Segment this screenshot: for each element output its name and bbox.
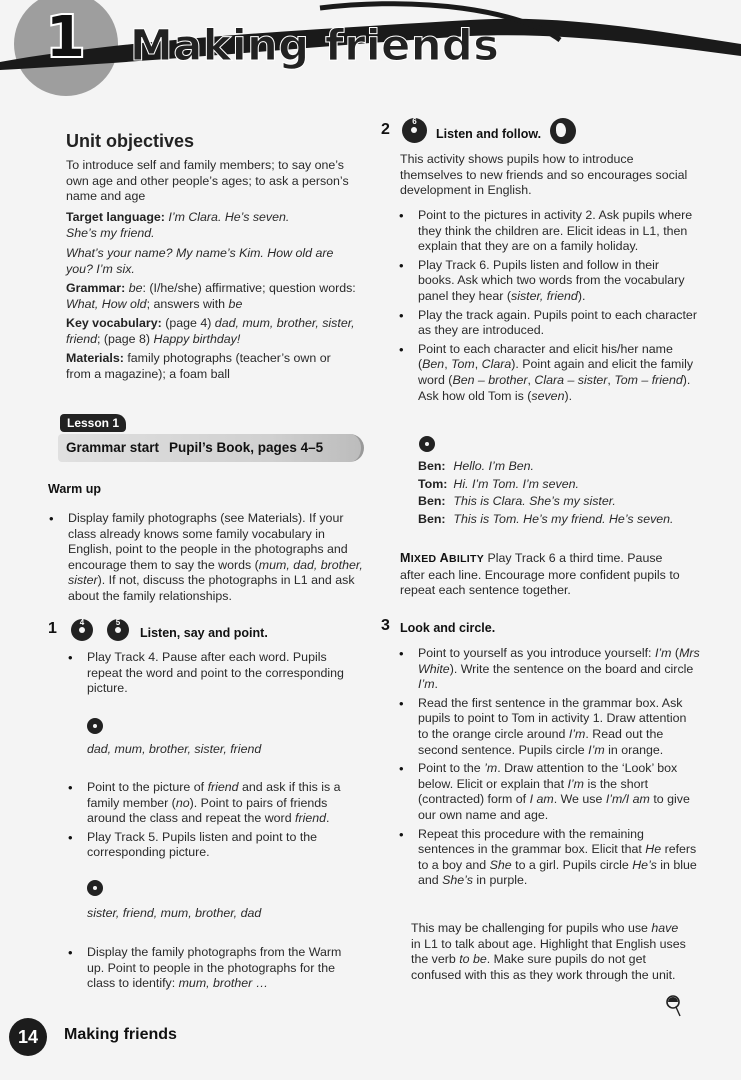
dialogue: [418, 459, 680, 529]
unit-number: 1: [46, 5, 85, 70]
audio-script-1: dad, mum, brother, sister, friend: [87, 742, 262, 756]
target-language-cont: What’s your name? My name’s Kim. How old are you? I’m six.: [66, 246, 334, 276]
list-item: • Play the track again. Pupils point to each character as they are introduced.: [418, 308, 698, 339]
list-item: • Point to each character and elicit his/her name (Ben, Tom, Clara). Point again and elicit the family word (Ben – brother, Clara – sister, Tom – friend). Ask how old Tom is (seven).: [418, 342, 698, 404]
activity-2-title: Listen and follow.: [436, 127, 542, 141]
list-item: • Display the family photographs from the Warm up. Point to people in the photographs for the class to identify: mum, brother …: [87, 945, 359, 992]
audio-track-5-icon: 5: [107, 619, 129, 641]
activity-1-list: [87, 650, 359, 700]
activity-2-list: [418, 208, 698, 407]
audio-script-2: sister, friend, mum, brother, dad: [87, 906, 262, 920]
lesson-bar-pages: Pupil’s Book, pages 4–5: [169, 440, 324, 455]
mixed-ability-note: MIXED ABILITY Play Track 6 a third time. Pause after each line. Encourage more confident pupils to repeat each sentence together.: [400, 551, 680, 598]
activity-1-title: Listen, say and point.: [140, 626, 268, 640]
dialogue-row: Ben: This is Tom. He’s my friend. He’s seven.: [418, 511, 674, 526]
objectives-heading: Unit objectives: [66, 131, 195, 151]
audio-track-6-icon: 6: [402, 118, 427, 143]
dialogue-row: Tom: Hi. I’m Tom. I’m seven.: [418, 476, 579, 491]
list-item: • Read the first sentence in the grammar box. Ask pupils to point to Tom in activity 1. Draw attention to the orange circle around I’m. Read out the second sentence. Pupils circle I’m in orange.: [418, 696, 700, 758]
activity-1-number: 1: [48, 620, 57, 637]
dialogue-row: Ben: Hello. I’m Ben.: [418, 459, 534, 473]
teacher-tip-icon: [665, 994, 685, 1018]
dialogue-row: Ben: This is Clara. She’s my sister.: [418, 494, 616, 509]
grammar-objective: Grammar: be: (I/he/she) affirmative; question words: What, How old; answers with be: [66, 281, 356, 311]
cd-icon: [87, 880, 103, 896]
activity-2-number: 2: [381, 121, 390, 138]
list-item: • Display family photographs (see Materials). If your class already knows some family vocabulary in English, point to the people in the photographs and encourage them to say the words (mum, dad, brother, sister). If not, discuss the photographs in L1 and ask about the family relationships.: [68, 511, 364, 605]
page-number: 14: [9, 1018, 47, 1056]
list-item: • Point to the pictures in activity 2. Ask pupils where they think the children are. Elicit ideas in L1, then explain that they are on a family holiday.: [418, 208, 698, 255]
lesson-label: Lesson 1: [60, 414, 126, 432]
cd-icon: [87, 718, 103, 734]
list-item: • Play Track 4. Pause after each word. Pupils repeat the word and point to the corresponding picture.: [87, 650, 359, 697]
list-item: • Play Track 5. Pupils listen and point to the corresponding picture.: [87, 830, 359, 861]
activity-1-list-2: [87, 780, 359, 864]
activity-3-title: Look and circle.: [400, 621, 496, 635]
list-item: • Play Track 6. Pupils listen and follow in their books. Ask which two words from the vocabulary panel they hear (sister, friend).: [418, 258, 698, 305]
warm-up-heading: Warm up: [48, 482, 102, 496]
activity-1-list-3: [87, 945, 359, 995]
footer-title: Making friends: [64, 1026, 177, 1043]
activity-3-list: [418, 646, 700, 892]
lesson-bar-title: Grammar start: [66, 440, 160, 455]
warm-up-list: [68, 511, 364, 608]
lesson-bar: [58, 434, 364, 462]
materials: Materials: family photographs (teacher’s own or from a magazine); a foam ball: [66, 351, 331, 381]
cd-icon: [419, 436, 435, 452]
list-item: • Repeat this procedure with the remaining sentences in the grammar box. Elicit that He refers to a boy and She to a girl. Pupils circle He’s in blue and She’s in purple.: [418, 827, 700, 889]
key-vocabulary: Key vocabulary: (page 4) dad, mum, brother, sister, friend; (page 8) Happy birthday!: [66, 316, 355, 346]
objectives-intro: To introduce self and family members; to say one’s own age and other people’s ages; to ask a person’s name and age: [66, 158, 349, 204]
audio-track-4-icon: 4: [71, 619, 93, 641]
activity-3-number: 3: [381, 617, 390, 634]
target-language: Target language: I’m Clara. He’s seven. She’s my friend.: [66, 210, 290, 240]
list-item: • Point to the picture of friend and ask if this is a family member (no). Point to pairs of friends around the class and repeat the word friend.: [87, 780, 359, 827]
chapter-title: Making friends: [130, 21, 500, 71]
list-item: • Point to the ’m. Draw attention to the ‘Look’ box below. Elicit or explain that I’m is the short (contracted) form of I am. We use I’m/I am to give our own name and age.: [418, 761, 700, 823]
globe-icon: [550, 118, 576, 144]
activity-2-intro: This activity shows pupils how to introduce themselves to new friends and so encourages social development in English.: [400, 152, 688, 198]
teacher-note: This may be challenging for pupils who use have in L1 to talk about age. Highlight that English uses the verb to be. Make sure pupils do not get confused with this as they work through the unit.: [411, 921, 686, 982]
list-item: • Point to yourself as you introduce yourself: I’m (Mrs White). Write the sentence on the board and circle I’m.: [418, 646, 700, 693]
